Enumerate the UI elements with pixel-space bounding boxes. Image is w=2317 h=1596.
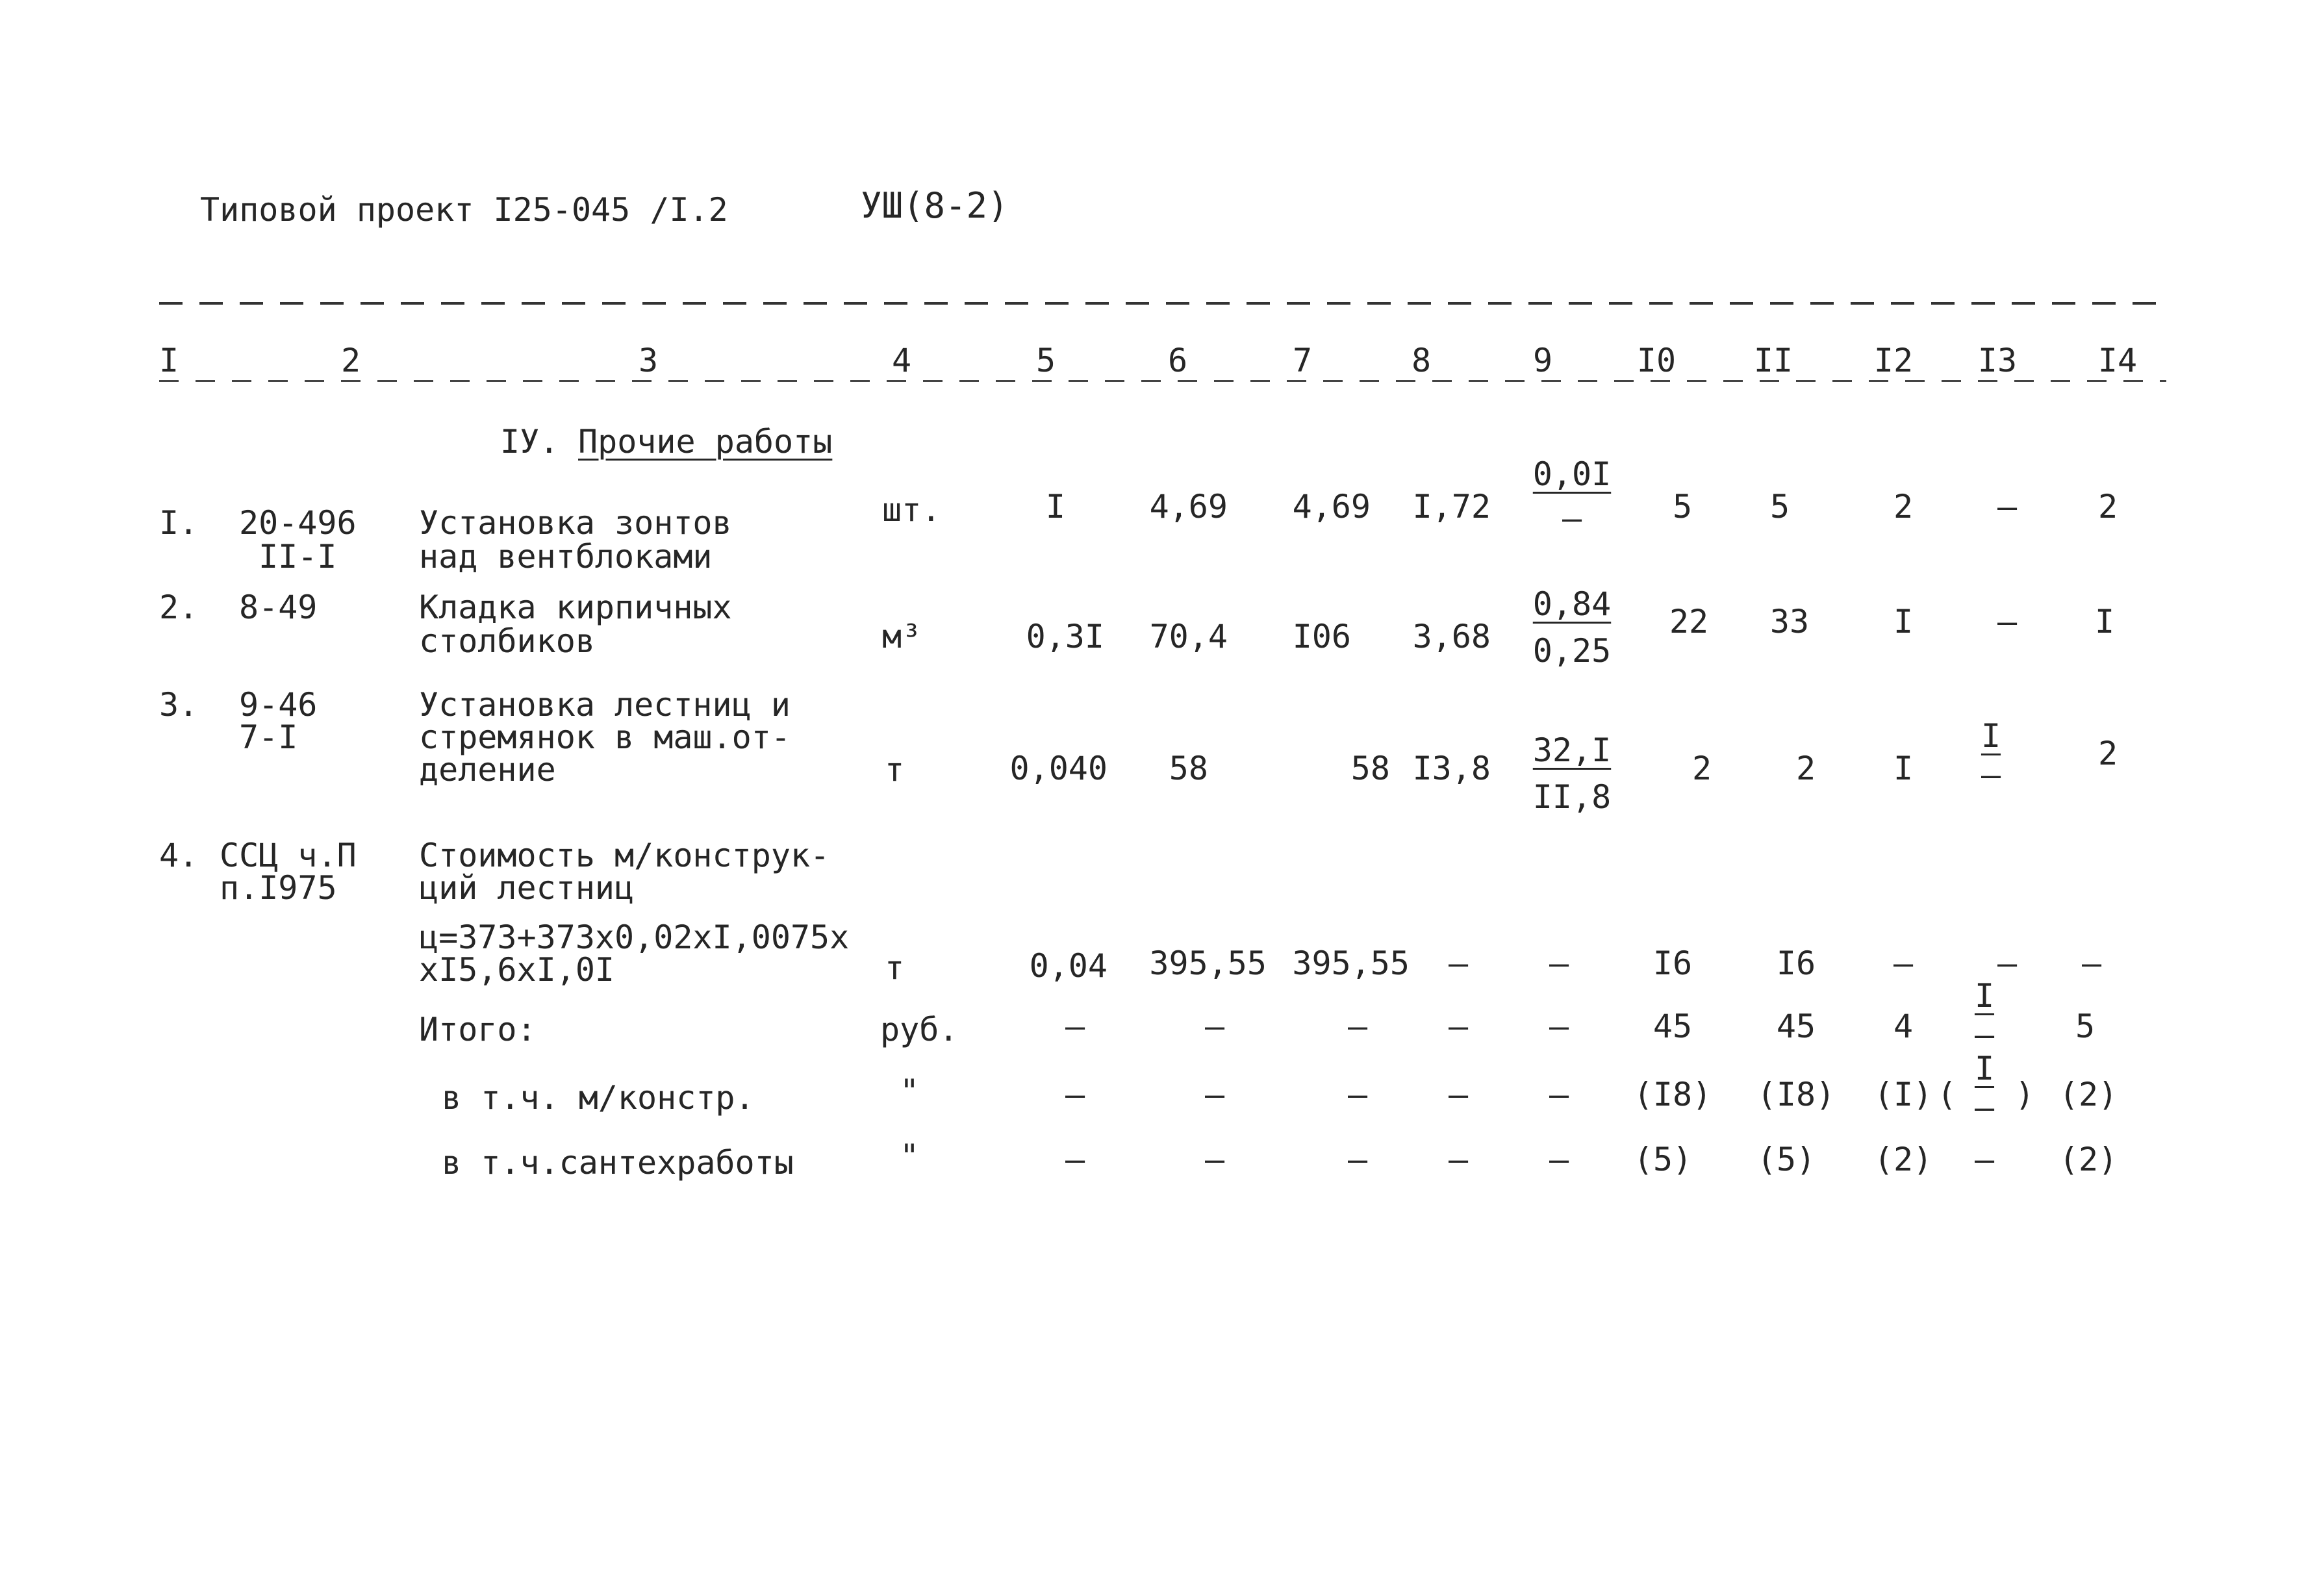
cell-c8: –: [1448, 1141, 1469, 1178]
total-label: в т.ч.сантехработы: [442, 1144, 794, 1182]
cell-c10: 45: [1652, 1007, 1693, 1045]
cell-c9-fraction: [1520, 731, 1624, 816]
total-unit: ": [900, 1137, 920, 1175]
cell-c10: 5: [1672, 488, 1693, 526]
cell-c13: –: [1997, 488, 2018, 526]
cell-c14: 2: [2097, 735, 2118, 772]
cell-c6: –: [1204, 1141, 1225, 1178]
cell-c6: –: [1204, 1007, 1225, 1045]
row-name: над вентблоками: [419, 538, 713, 576]
cell-c11: 33: [1769, 603, 1810, 640]
cell-c8: I,72: [1412, 488, 1491, 526]
row-number: 3.: [159, 686, 199, 724]
row-unit: т: [885, 949, 905, 987]
col-7: 7: [1292, 342, 1313, 379]
cell-c13: –: [1974, 1141, 1995, 1178]
cell-c9: –: [1549, 1007, 1569, 1045]
cell-c7: 395,55: [1292, 944, 1410, 982]
cell-c11: 2: [1795, 750, 1816, 787]
cell-c13: –: [1997, 603, 2018, 640]
col-10: I0: [1636, 342, 1677, 379]
cell-c10: 2: [1691, 750, 1712, 787]
fraction-denominator: –: [1974, 1016, 1995, 1054]
cell-c11: 5: [1769, 488, 1790, 526]
cell-c8: 3,68: [1412, 618, 1491, 655]
col-5: 5: [1035, 342, 1056, 379]
fraction-numerator: I: [1974, 977, 1995, 1015]
cell-c7: –: [1347, 1076, 1368, 1113]
total-unit: ": [900, 1072, 920, 1110]
section-title: Прочие работы: [578, 423, 833, 461]
row-code: 8-49: [239, 589, 318, 626]
total-label: Итого:: [419, 1011, 537, 1048]
row-code: ССЦ ч.П: [220, 837, 357, 874]
total-label: в т.ч. м/констр.: [442, 1079, 755, 1117]
cell-c10: (I8): [1633, 1076, 1712, 1113]
cell-c13: –: [1997, 944, 2018, 982]
col-4: 4: [891, 342, 912, 379]
cell-c6: 4,69: [1149, 488, 1228, 526]
cell-c7: 4,69: [1292, 488, 1371, 526]
cell-c6: 58: [1169, 750, 1208, 787]
cell-c12: (2): [1873, 1141, 1933, 1178]
cell-c11: 45: [1776, 1007, 1816, 1045]
cell-c9: –: [1549, 944, 1569, 982]
col-11: II: [1753, 342, 1793, 379]
col-3: 3: [638, 342, 659, 379]
cell-c10: (5): [1633, 1141, 1693, 1178]
fraction-numerator: 0,0I: [1532, 455, 1612, 493]
cell-c5: –: [1065, 1141, 1085, 1178]
col-14: I4: [2097, 342, 2138, 379]
fraction-denominator: –: [1981, 756, 2001, 794]
fraction-numerator: 0,84: [1532, 585, 1612, 623]
cell-c9-fraction: [1520, 455, 1624, 537]
cell-c14: 2: [2097, 488, 2118, 526]
cell-c12: –: [1893, 944, 1914, 982]
row-number: 4.: [159, 837, 199, 874]
cell-c10: I6: [1652, 944, 1693, 982]
fraction-denominator: 0,25: [1532, 632, 1612, 670]
close-paren: ): [2015, 1076, 2035, 1113]
cell-c14: I: [2094, 603, 2115, 640]
cell-c7: I06: [1292, 618, 1351, 655]
col-13: I3: [1977, 342, 2018, 379]
cell-c8: –: [1448, 1007, 1469, 1045]
cell-c8: –: [1448, 1076, 1469, 1113]
fraction-numerator: 32,I: [1532, 731, 1612, 769]
cell-c14: (2): [2058, 1141, 2118, 1178]
cell-c5: 0,04: [1029, 947, 1108, 985]
row-formula: хI5,6хI,0I: [419, 951, 615, 989]
col-1: I: [158, 342, 179, 379]
cell-c9: –: [1549, 1076, 1569, 1113]
cell-c8: –: [1448, 944, 1469, 982]
cell-c5: –: [1065, 1007, 1085, 1045]
row-code: п.I975: [220, 869, 337, 907]
cell-c13-fraction: [1958, 717, 2023, 794]
cell-c11: (I8): [1756, 1076, 1836, 1113]
section-number: IУ.: [500, 423, 559, 461]
cell-c6: –: [1204, 1076, 1225, 1113]
row-name: стремянок в маш.от-: [419, 718, 791, 756]
row-name: Установка лестниц и: [419, 686, 791, 724]
row-code: II-I: [259, 538, 337, 576]
row-formula: ц=373+373х0,02хI,0075х: [419, 918, 850, 956]
row-unit: м³: [882, 618, 922, 655]
cell-c14: 5: [2075, 1007, 2095, 1045]
column-underline: [159, 380, 2166, 382]
cell-c5: 0,3I: [1026, 618, 1104, 655]
row-name: ций лестниц: [419, 869, 635, 907]
cell-c11: I6: [1776, 944, 1816, 982]
cell-c5: 0,040: [1009, 750, 1108, 787]
cell-c12: I: [1893, 603, 1914, 640]
row-code: 20-496: [239, 504, 357, 542]
project-title: Типовой проект I25-045 /I.2: [200, 191, 728, 229]
cell-c6: 70,4: [1149, 618, 1228, 655]
cell-c11: (5): [1756, 1141, 1816, 1178]
cell-c7: –: [1347, 1141, 1368, 1178]
cell-c12: (I): [1873, 1076, 1933, 1113]
cell-c10: 22: [1669, 603, 1709, 640]
row-number: I.: [159, 504, 199, 542]
row-name: Установка зонтов: [419, 504, 732, 542]
col-9: 9: [1532, 342, 1553, 379]
row-name: деление: [419, 751, 556, 789]
cell-c12: 4: [1893, 1007, 1914, 1045]
top-separator: [159, 302, 2166, 305]
row-unit: т: [885, 751, 905, 789]
cell-c7: 58: [1350, 750, 1390, 787]
cell-c14: (2): [2058, 1076, 2118, 1113]
sheet-code: УШ(8-2): [861, 185, 1009, 226]
col-12: I2: [1873, 342, 1914, 379]
fraction-denominator: II,8: [1532, 778, 1612, 816]
cell-c8: I3,8: [1412, 750, 1491, 787]
col-6: 6: [1167, 342, 1188, 379]
cell-c12: 2: [1893, 488, 1914, 526]
cell-c13-fraction: [1952, 977, 2017, 1054]
row-code: 7-I: [239, 718, 298, 756]
fraction-denominator: –: [1974, 1089, 1995, 1126]
row-unit: шт.: [882, 491, 941, 529]
row-name: столбиков: [419, 622, 595, 660]
cell-c9: –: [1549, 1141, 1569, 1178]
col-8: 8: [1411, 342, 1432, 379]
cell-c5: –: [1065, 1076, 1085, 1113]
cell-c9-fraction: [1520, 585, 1624, 670]
cell-c6: 395,55: [1149, 944, 1267, 982]
cell-c13-fraction: [1955, 1052, 2014, 1124]
cell-c14: –: [2081, 944, 2102, 982]
fraction-denominator: –: [1562, 500, 1582, 537]
fraction-numerator: I: [1981, 717, 2001, 755]
row-name: Стоимость м/конструк-: [419, 837, 830, 874]
open-paren: (: [1937, 1076, 1957, 1113]
cell-c12: I: [1893, 750, 1914, 787]
col-2: 2: [340, 342, 361, 379]
fraction-numerator: I: [1974, 1050, 1995, 1087]
row-number: 2.: [159, 589, 199, 626]
row-name: Кладка кирпичных: [419, 589, 732, 626]
row-code: 9-46: [239, 686, 318, 724]
cell-c7: –: [1347, 1007, 1368, 1045]
total-unit: руб.: [880, 1011, 959, 1048]
cell-c5: I: [1045, 488, 1065, 526]
